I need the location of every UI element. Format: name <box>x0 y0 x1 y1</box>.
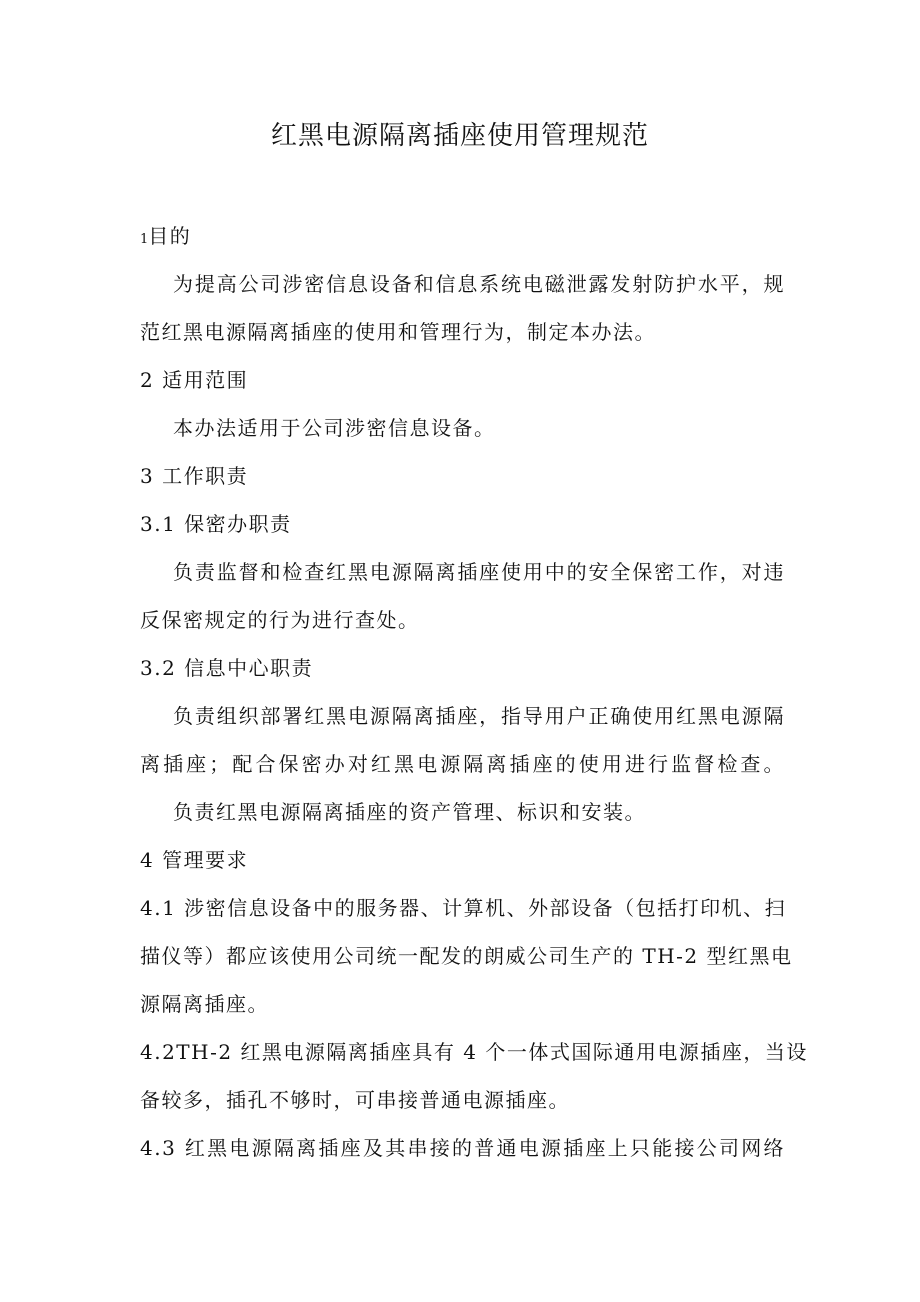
section-4-1-line-2: 描仪等）都应该使用公司统一配发的朗威公司生产的 TH-2 型红黑电 <box>140 944 793 968</box>
section-3-1-paragraph-line-2: 反保密规定的行为进行查处。 <box>140 608 420 632</box>
section-4-2-line-1: 4.2TH-2 红黑电源隔离插座具有 4 个一体式国际通用电源插座，当设 <box>140 1040 808 1064</box>
section-3-2-paragraph-line-1: 负责组织部署红黑电源隔离插座，指导用户正确使用红黑电源隔 <box>173 704 785 728</box>
section-4-1-line-3: 源隔离插座。 <box>140 992 269 1016</box>
section-3-2-heading: 3.2 信息中心职责 <box>140 656 314 680</box>
section-3-1-heading: 3.1 保密办职责 <box>140 512 292 536</box>
section-1-heading <box>140 212 785 260</box>
section-4-heading: 4 管理要求 <box>140 848 249 872</box>
section-3-1-paragraph-line-1: 负责监督和检查红黑电源隔离插座使用中的安全保密工作，对违 <box>173 560 785 584</box>
document-body <box>140 212 808 1172</box>
section-3-2-paragraph-line-2: 离插座；配合保密办对红黑电源隔离插座的使用进行监督检查。 <box>140 752 785 776</box>
section-3-heading: 3 工作职责 <box>140 464 249 488</box>
section-1-paragraph-line-2: 范红黑电源隔离插座的使用和管理行为，制定本办法。 <box>140 320 656 344</box>
section-3-2-paragraph-2: 负责红黑电源隔离插座的资产管理、标识和安装。 <box>173 800 646 824</box>
section-4-1-line-1: 4.1 涉密信息设备中的服务器、计算机、外部设备（包括打印机、扫 <box>140 896 787 920</box>
section-2-paragraph: 本办法适用于公司涉密信息设备。 <box>173 416 496 440</box>
section-1-paragraph-line-1: 为提高公司涉密信息设备和信息系统电磁泄露发射防护水平，规 <box>173 272 785 296</box>
document-title: 红黑电源隔离插座使用管理规范 <box>270 121 649 151</box>
section-2-heading: 2 适用范围 <box>140 368 249 392</box>
section-4-3-line-1: 4.3 红黑电源隔离插座及其串接的普通电源插座上只能接公司网络 <box>140 1136 785 1160</box>
section-1-number: 1 <box>140 232 149 247</box>
section-1-title: 目的 <box>148 224 192 248</box>
section-4-2-line-2: 备较多，插孔不够时，可串接普通电源插座。 <box>140 1088 570 1112</box>
